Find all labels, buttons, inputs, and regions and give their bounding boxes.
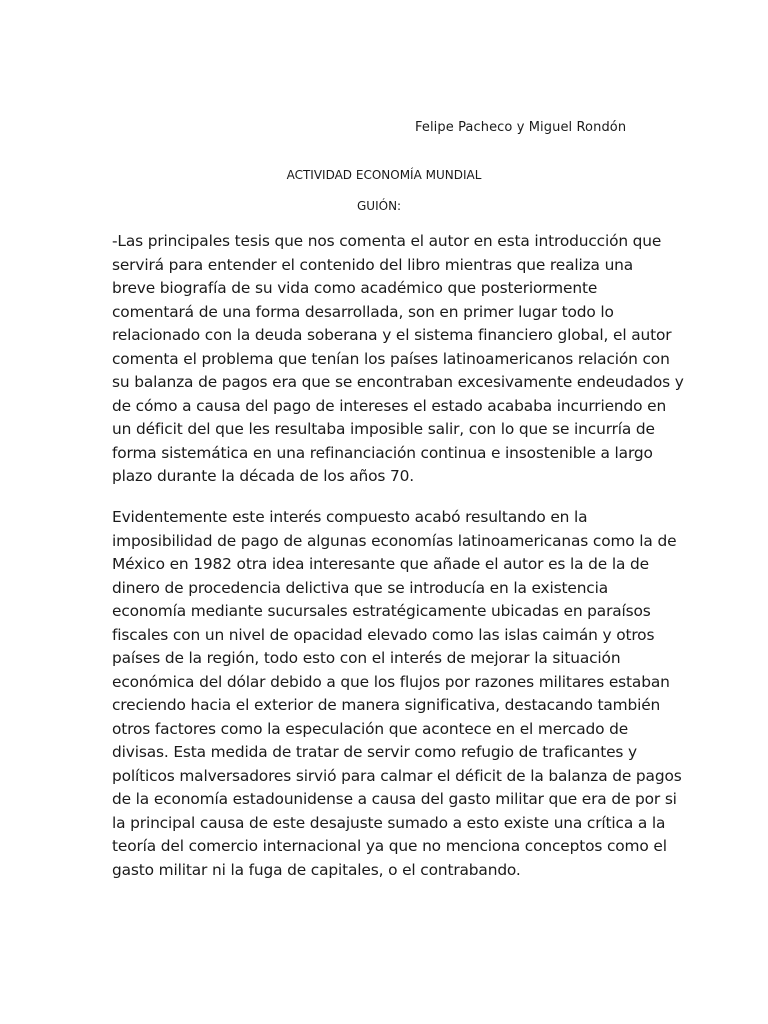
paragraph-line: de cómo a causa del pago de intereses el estado acababa incurriendo en — [112, 396, 667, 415]
paragraph-line: plazo durante la década de los años 70. — [112, 467, 414, 485]
paragraph-line: países de la región, todo esto con el interés de mejorar la situación — [112, 649, 621, 667]
paragraph-line: forma sistemática en una refinanciación continua e insostenible a largo — [112, 443, 653, 462]
paragraph-line: México en 1982 otra idea interesante que añade el autor es la de la de — [112, 555, 649, 573]
paragraph-line: servirá para entender el contenido del libro mientras que realiza una — [112, 255, 634, 274]
paragraph-line: otros factores como la especulación que acontece en el mercado de — [112, 719, 629, 738]
paragraph-line: comenta el problema que tenían los países latinoamericanos relación con — [112, 349, 670, 368]
paragraph-line: su balanza de pagos era que se encontraban excesivamente endeudados y — [112, 373, 684, 391]
paragraph-line: teoría del comercio internacional ya que no menciona conceptos como el — [112, 837, 667, 855]
paragraph-line: imposibilidad de pago de algunas economías latinoamericanas como la de — [112, 531, 677, 550]
paragraph-line: gasto militar ni la fuga de capitales, o el contrabando. — [112, 860, 521, 879]
paragraph-line: divisas. Esta medida de tratar de servir como refugio de traficantes y — [112, 743, 637, 761]
paragraph-line: políticos malversadores sirvió para calmar el déficit de la balanza de pagos — [112, 766, 682, 785]
body-paragraph-1 — [112, 230, 684, 489]
paragraph-line: comentará de una forma desarrollada, son en primer lugar todo lo — [112, 302, 614, 321]
document-subtitle: GUIÓN: — [357, 199, 402, 213]
body-paragraph-2 — [112, 506, 682, 882]
paragraph-line: breve biografía de su vida como académico que posteriormente — [112, 279, 598, 297]
authors-line: Felipe Pacheco y Miguel Rondón — [415, 120, 627, 135]
paragraph-line: dinero de procedencia delictiva que se introducía en la existencia — [112, 578, 609, 597]
paragraph-line: creciendo hacia el exterior de manera significativa, destacando también — [112, 696, 661, 714]
paragraph-line: -Las principales tesis que nos comenta el autor en esta introducción que — [112, 232, 662, 250]
paragraph-line: relacionado con la deuda soberana y el sistema financiero global, el autor — [112, 326, 672, 344]
paragraph-line: fiscales con un nivel de opacidad elevado como las islas caimán y otros — [112, 625, 655, 644]
paragraph-line: un déficit del que les resultaba imposible salir, con lo que se incurría de — [112, 420, 655, 438]
paragraph-line: de la economía estadounidense a causa del gasto militar que era de por si — [112, 790, 677, 808]
document-title: ACTIVIDAD ECONOMÍA MUNDIAL — [286, 168, 482, 182]
paragraph-line: economía mediante sucursales estratégicamente ubicadas en paraísos — [112, 602, 651, 620]
paragraph-line: la principal causa de este desajuste sumado a esto existe una crítica a la — [112, 813, 666, 832]
paragraph-line: Evidentemente este interés compuesto acabó resultando en la — [112, 508, 588, 526]
paragraph-line: económica del dólar debido a que los flujos por razones militares estaban — [112, 672, 670, 691]
